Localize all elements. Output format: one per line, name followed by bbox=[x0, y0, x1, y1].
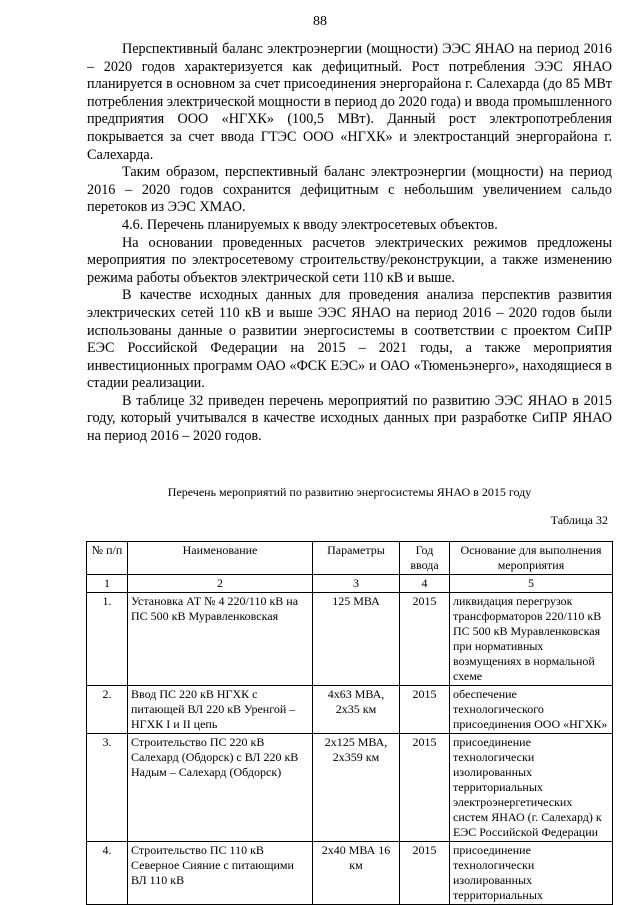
header-cell: Год ввода bbox=[400, 542, 450, 575]
event-parameters: 125 МВА bbox=[313, 593, 400, 686]
body-text bbox=[87, 41, 612, 446]
events-table bbox=[86, 541, 613, 905]
event-year: 2015 bbox=[400, 686, 450, 734]
event-basis: присоединение технологически изолированных территориальных электроэнергетических систем ЯНАО (г. Салехард) к ЕЭС Российской Федерации bbox=[450, 734, 613, 842]
table-caption: Перечень мероприятий по развитию энергосистемы ЯНАО в 2015 году bbox=[167, 485, 532, 499]
row-number: 2. bbox=[87, 686, 128, 734]
column-number: 4 bbox=[400, 575, 450, 593]
header-cell: Параметры bbox=[313, 542, 400, 575]
column-number: 2 bbox=[128, 575, 313, 593]
header-cell: Основание для выполнения мероприятия bbox=[450, 542, 613, 575]
event-year: 2015 bbox=[400, 734, 450, 842]
event-parameters: 2х40 МВА 16 км bbox=[313, 842, 400, 905]
row-number: 3. bbox=[87, 734, 128, 842]
column-number: 1 bbox=[87, 575, 128, 593]
column-number-row bbox=[87, 575, 613, 593]
page-number: 88 bbox=[313, 14, 327, 29]
paragraph: В таблице 32 приведен перечень мероприятий по развитию ЭЭС ЯНАО в 2015 году, который учитывался в качестве исходных данных при разработке СиПР ЯНАО на период 2016 – 2020 годов. bbox=[87, 392, 612, 445]
paragraph: В качестве исходных данных для проведения анализа перспектив развития электрических сетей 110 кВ и выше ЭЭС ЯНАО на период 2016 – 2020 годов были использованы данные о развитии энергосистемы в соответствии с проектом СиПР ЕЭС Российской Федерации на 2015 – 2021 годы, а также мероприятия инвестиционных программ ОАО «ФСК ЕЭС» и ОАО «Тюменьэнерго», находящиеся в стадии реализации. bbox=[87, 287, 612, 392]
event-year: 2015 bbox=[400, 593, 450, 686]
paragraph: На основании проведенных расчетов электрических режимов предложены мероприятия по электросетевому строительству/реконструкции, а также изменению режима работы объектов электрической сети 110 кВ и выше. bbox=[87, 234, 612, 286]
event-basis: присоединение технологически изолированных территориальных bbox=[450, 842, 613, 905]
row-number: 1. bbox=[87, 593, 128, 686]
header-cell: Наименование bbox=[128, 542, 313, 575]
event-basis: ликвидация перегрузок трансформаторов 220/110 кВ ПС 500 кВ Муравленковская при нормативных возмущениях в нормальной схеме bbox=[450, 593, 613, 686]
column-number: 3 bbox=[313, 575, 400, 593]
event-basis: обеспечение технологического присоединения ООО «НГХК» bbox=[450, 686, 613, 734]
table-row bbox=[87, 686, 613, 734]
paragraph: Перспективный баланс электроэнергии (мощности) ЭЭС ЯНАО на период 2016 – 2020 годов характеризуется как дефицитный. Рост потребления ЭЭС ЯНАО планируется в основном за счет присоединения энергорайона г. Салехарда (до 85 МВт потребления электрической мощности в период до 2020 года) и ввода промышленного предприятия ООО «НГХК» (100,5 МВт). Данный рост электропотребления покрывается за счет ввода ГТЭС ООО «НГХК» и электростанций энергорайона г. Салехарда. bbox=[87, 41, 612, 163]
table-label: Таблица 32 bbox=[550, 513, 608, 527]
event-name: Ввод ПС 220 кВ НГХК с питающей ВЛ 220 кВ Уренгой – НГХК I и II цепь bbox=[128, 686, 313, 734]
row-number: 4. bbox=[87, 842, 128, 905]
table-row bbox=[87, 593, 613, 686]
table-row bbox=[87, 842, 613, 905]
event-name: Строительство ПС 220 кВ Салехард (Обдорск) с ВЛ 220 кВ Надым – Салехард (Обдорск) bbox=[128, 734, 313, 842]
event-parameters: 2х125 МВА, 2х359 км bbox=[313, 734, 400, 842]
paragraph: Таким образом, перспективный баланс электроэнергии (мощности) на период 2016 – 2020 годов сохранится дефицитным с небольшим увеличением сальдо перетоков из ЭЭС ХМАО. bbox=[87, 164, 612, 216]
event-year: 2015 bbox=[400, 842, 450, 905]
header-cell: № п/п bbox=[87, 542, 128, 575]
section-heading: 4.6. Перечень планируемых к вводу электросетевых объектов. bbox=[122, 216, 498, 233]
event-name: Строительство ПС 110 кВ Северное Сияние с питающими ВЛ 110 кВ bbox=[128, 842, 313, 905]
event-name: Установка АТ № 4 220/110 кВ на ПС 500 кВ Муравленковская bbox=[128, 593, 313, 686]
table-header-row bbox=[87, 542, 613, 575]
column-number: 5 bbox=[450, 575, 613, 593]
event-parameters: 4х63 МВА, 2х35 км bbox=[313, 686, 400, 734]
table-row bbox=[87, 734, 613, 842]
